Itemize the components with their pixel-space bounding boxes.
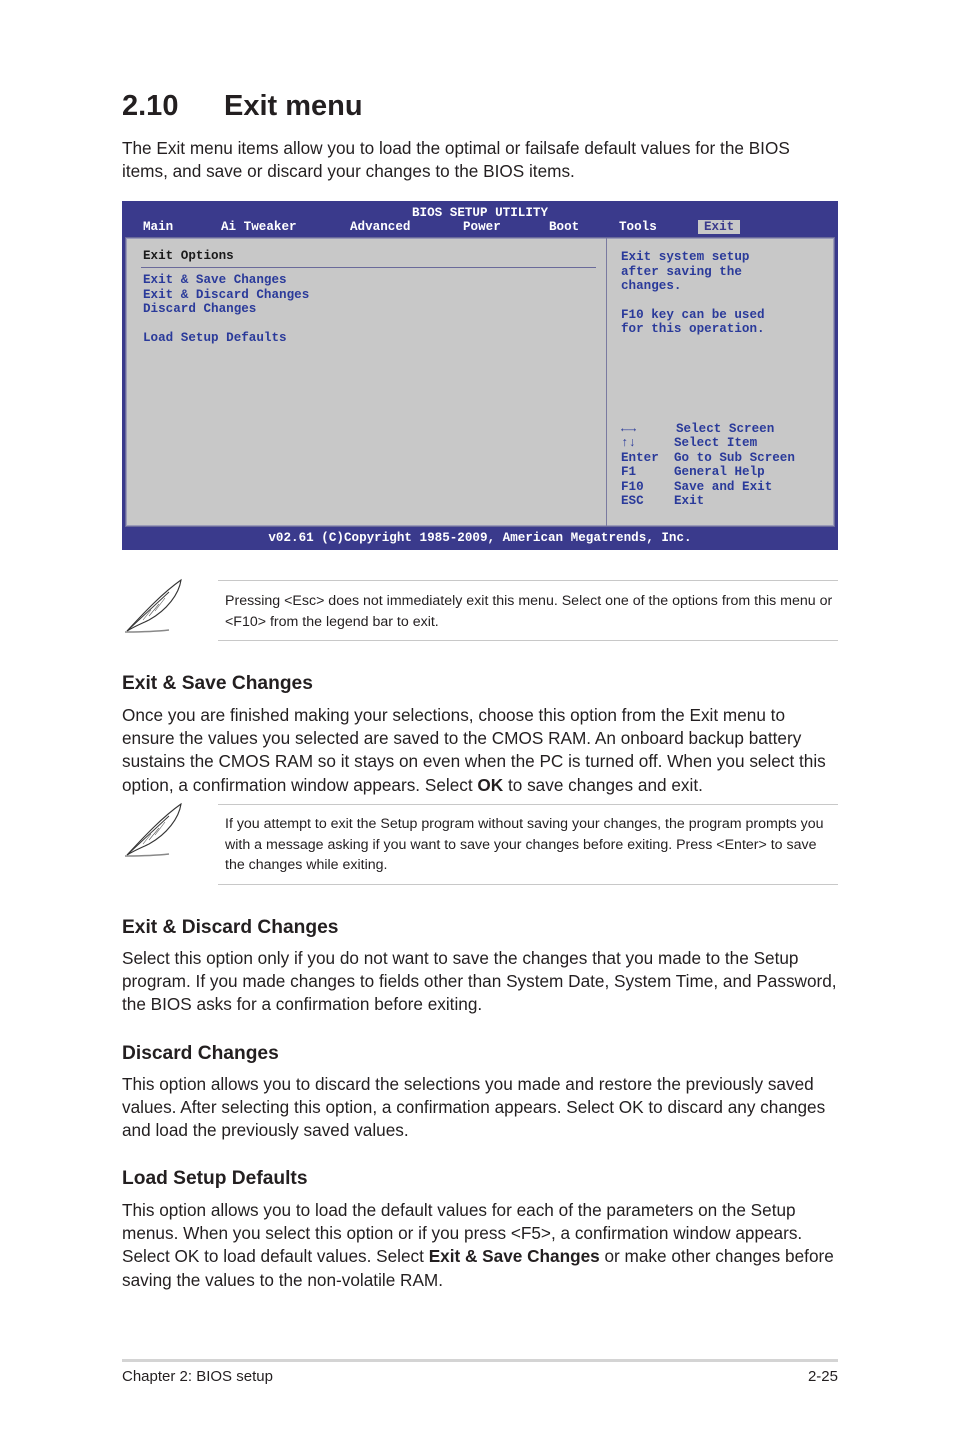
- exit-discard-text: Select this option only if you do not want to save the changes that you made to the Setup program. If you made changes to fields other than System Date, System Time, and Password, the BIOS asks for a confirmation before exiting.: [122, 948, 837, 1015]
- defaults-text-end: or make other changes before saving the values to the non-volatile RAM.: [122, 1246, 834, 1290]
- help-line: Exit system setup: [621, 250, 750, 264]
- bios-title: BIOS SETUP UTILITY: [411, 206, 549, 220]
- note-save-prompt: [225, 814, 837, 876]
- options-heading: Exit Options: [143, 249, 234, 263]
- bios-panel: [125, 237, 835, 527]
- footer-page-number: 2-25: [807, 1368, 838, 1385]
- legend-action: Select Screen: [676, 422, 775, 436]
- menu-advanced[interactable]: Advanced: [350, 220, 411, 234]
- save-text: Once you are finished making your selections, choose this option from the Exit menu to ensure the values you selected are saved to the CMOS RAM. An onboard backup battery sustains the CMOS RAM so it stays on even when the PC is turned off. When you select this option, a confirmation window appears. Select: [122, 705, 826, 795]
- menu-boot[interactable]: Boot: [549, 220, 580, 234]
- intro-paragraph: [122, 137, 838, 183]
- defaults-text: This option allows you to load the default values for each of the parameters on the Setup menus. When you select this option or if you press <F5>, a confirmation window appears. Select OK to load default values. Select: [122, 1200, 803, 1267]
- legend-key: ←→: [621, 422, 637, 436]
- legend-action: Go to Sub Screen: [674, 451, 795, 465]
- note-top-rule: [218, 804, 838, 805]
- note-save-prompt-text: If you attempt to exit the Setup program without saving your changes, the program prompts you with a message asking if you want to save your changes before exiting. Press <Enter> to save the changes while exiting.: [225, 816, 824, 873]
- menu-main[interactable]: Main: [143, 220, 174, 234]
- section-number: 2.10: [122, 90, 179, 122]
- exit-save-bold: Exit & Save Changes: [428, 1246, 600, 1267]
- ok-bold: OK: [477, 774, 504, 795]
- menu-power[interactable]: Power: [463, 220, 501, 234]
- note-esc-text: Pressing <Esc> does not immediately exit this menu. Select one of the options from this menu or <F10> from the legend bar to exit.: [225, 593, 833, 630]
- footer-chapter: Chapter 2: BIOS setup: [122, 1368, 273, 1385]
- help-line: for this operation.: [621, 322, 765, 336]
- option-load-defaults[interactable]: Load Setup Defaults: [143, 331, 287, 345]
- exit-discard-paragraph: [122, 947, 838, 1017]
- intro-text: The Exit menu items allow you to load the optimal or failsafe default values for the BIOS items, and save or discard your changes to the BIOS items.: [122, 138, 790, 182]
- heading-load-defaults: Load Setup Defaults: [122, 1168, 308, 1189]
- feather-pen-icon: [121, 800, 185, 858]
- feather-pen-icon: [121, 576, 185, 634]
- option-discard[interactable]: Discard Changes: [143, 302, 257, 316]
- bios-copyright: v02.61 (C)Copyright 1985-2009, American Megatrends, Inc.: [268, 531, 692, 545]
- menu-ai-tweaker[interactable]: Ai Tweaker: [221, 220, 297, 234]
- note-bottom-rule: [218, 884, 838, 885]
- discard-text: This option allows you to discard the selections you made and restore the previously saved values. After selecting this option, a confirmation appears. Select OK to discard any changes and load the previously saved values.: [122, 1074, 826, 1141]
- legend-key: Enter: [621, 451, 659, 465]
- legend-key: F10: [621, 480, 644, 494]
- defaults-paragraph: [122, 1199, 838, 1292]
- legend-action: Select Item: [674, 436, 758, 450]
- legend-key: F1: [621, 465, 637, 479]
- legend-action: Save and Exit: [674, 480, 773, 494]
- menu-tools[interactable]: Tools: [619, 220, 657, 234]
- save-text-end: to save changes and exit.: [503, 774, 703, 795]
- option-exit-discard[interactable]: Exit & Discard Changes: [143, 288, 310, 302]
- section-title: Exit menu: [224, 90, 363, 122]
- heading-exit-save: Exit & Save Changes: [122, 673, 313, 694]
- save-paragraph: [122, 704, 838, 797]
- legend-key: ESC: [621, 494, 644, 508]
- footer-rule: [122, 1359, 838, 1362]
- help-line: F10 key can be used: [621, 308, 765, 322]
- legend-action: General Help: [674, 465, 765, 479]
- option-exit-save[interactable]: Exit & Save Changes: [143, 273, 287, 287]
- heading-exit-discard: Exit & Discard Changes: [122, 917, 339, 938]
- legend-action: Exit: [674, 494, 705, 508]
- menu-exit[interactable]: Exit: [698, 220, 740, 234]
- page-title: [122, 88, 363, 124]
- note-top-rule: [218, 580, 838, 581]
- heading-discard: Discard Changes: [122, 1043, 279, 1064]
- options-rule: [141, 267, 596, 268]
- help-line: after saving the: [621, 265, 742, 279]
- panel-divider: [606, 238, 607, 526]
- bios-screen: [122, 201, 838, 550]
- note-esc: [225, 591, 837, 632]
- legend-key: ↑↓: [621, 436, 637, 450]
- help-line: changes.: [621, 279, 682, 293]
- discard-paragraph: [122, 1073, 838, 1143]
- note-bottom-rule: [218, 640, 838, 641]
